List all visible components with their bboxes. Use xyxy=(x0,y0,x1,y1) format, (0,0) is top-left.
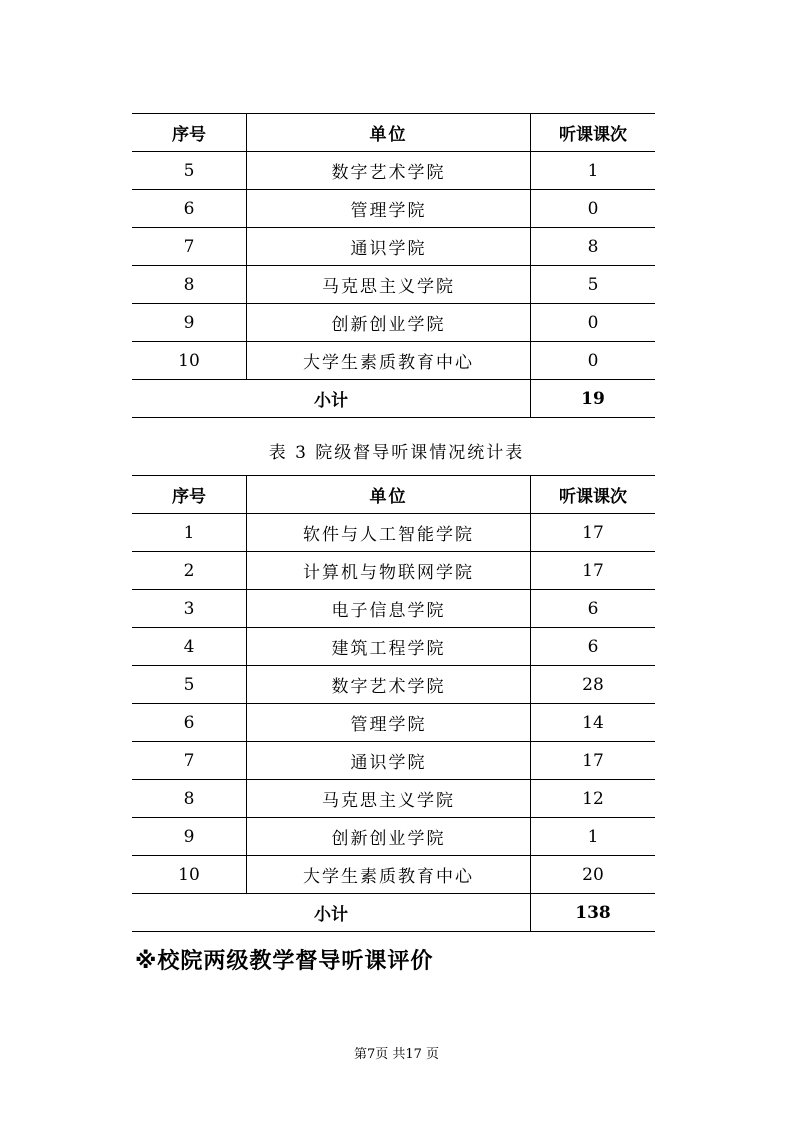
table-row xyxy=(132,342,655,380)
cell-index: 9 xyxy=(132,818,247,856)
cell-index: 7 xyxy=(132,228,247,266)
cell-count: 0 xyxy=(531,304,656,342)
cell-unit: 管理学院 xyxy=(247,190,531,228)
cell-index: 9 xyxy=(132,304,247,342)
table-row xyxy=(132,628,655,666)
table-row xyxy=(132,780,655,818)
cell-unit: 数字艺术学院 xyxy=(247,666,531,704)
subtotal-label: 小计 xyxy=(132,380,531,418)
cell-index: 3 xyxy=(132,590,247,628)
cell-index: 2 xyxy=(132,552,247,590)
table-row xyxy=(132,304,655,342)
cell-unit: 马克思主义学院 xyxy=(247,780,531,818)
subtotal-value: 19 xyxy=(531,380,656,418)
cell-index: 10 xyxy=(132,342,247,380)
table-college-supervision xyxy=(132,475,655,932)
cell-count: 17 xyxy=(531,552,656,590)
cell-index: 6 xyxy=(132,190,247,228)
table-row xyxy=(132,152,655,190)
cell-count: 17 xyxy=(531,514,656,552)
cell-unit: 马克思主义学院 xyxy=(247,266,531,304)
cell-count: 28 xyxy=(531,666,656,704)
cell-index: 7 xyxy=(132,742,247,780)
cell-count: 1 xyxy=(531,818,656,856)
subtotal-label: 小计 xyxy=(132,894,531,932)
cell-unit: 软件与人工智能学院 xyxy=(247,514,531,552)
table-row xyxy=(132,228,655,266)
page-footer: 第7页 共17 页 xyxy=(353,1047,440,1062)
cell-index: 10 xyxy=(132,856,247,894)
cell-unit: 电子信息学院 xyxy=(247,590,531,628)
table-row xyxy=(132,666,655,704)
table-supervision-continued xyxy=(132,113,655,418)
cell-unit: 计算机与物联网学院 xyxy=(247,552,531,590)
subtotal-row xyxy=(132,380,655,418)
table-row xyxy=(132,856,655,894)
header-index: 序号 xyxy=(132,476,247,514)
cell-count: 5 xyxy=(531,266,656,304)
cell-index: 1 xyxy=(132,514,247,552)
header-unit: 单位 xyxy=(247,476,531,514)
table-header-row xyxy=(132,476,655,514)
table-row xyxy=(132,742,655,780)
header-index: 序号 xyxy=(132,114,247,152)
cell-count: 12 xyxy=(531,780,656,818)
cell-unit: 数字艺术学院 xyxy=(247,152,531,190)
cell-unit: 创新创业学院 xyxy=(247,818,531,856)
cell-count: 1 xyxy=(531,152,656,190)
cell-unit: 大学生素质教育中心 xyxy=(247,856,531,894)
header-count: 听课课次 xyxy=(531,114,656,152)
subtotal-value: 138 xyxy=(531,894,656,932)
cell-unit: 通识学院 xyxy=(247,742,531,780)
cell-count: 17 xyxy=(531,742,656,780)
cell-index: 5 xyxy=(132,152,247,190)
table-caption: 表 3 院级督导听课情况统计表 xyxy=(268,443,525,463)
section-heading: ※校院两级教学督导听课评价 xyxy=(135,949,434,974)
cell-index: 8 xyxy=(132,266,247,304)
cell-count: 20 xyxy=(531,856,656,894)
cell-index: 5 xyxy=(132,666,247,704)
table-row xyxy=(132,552,655,590)
table-row xyxy=(132,818,655,856)
cell-count: 6 xyxy=(531,590,656,628)
cell-unit: 管理学院 xyxy=(247,704,531,742)
table-row xyxy=(132,190,655,228)
cell-unit: 通识学院 xyxy=(247,228,531,266)
cell-count: 0 xyxy=(531,342,656,380)
cell-count: 14 xyxy=(531,704,656,742)
cell-unit: 大学生素质教育中心 xyxy=(247,342,531,380)
table-row xyxy=(132,704,655,742)
table-row xyxy=(132,266,655,304)
cell-index: 4 xyxy=(132,628,247,666)
table-row xyxy=(132,590,655,628)
cell-unit: 建筑工程学院 xyxy=(247,628,531,666)
header-count: 听课课次 xyxy=(531,476,656,514)
subtotal-row xyxy=(132,894,655,932)
cell-index: 8 xyxy=(132,780,247,818)
table-row xyxy=(132,514,655,552)
cell-index: 6 xyxy=(132,704,247,742)
cell-count: 6 xyxy=(531,628,656,666)
cell-count: 0 xyxy=(531,190,656,228)
table-header-row xyxy=(132,114,655,152)
header-unit: 单位 xyxy=(247,114,531,152)
cell-unit: 创新创业学院 xyxy=(247,304,531,342)
cell-count: 8 xyxy=(531,228,656,266)
